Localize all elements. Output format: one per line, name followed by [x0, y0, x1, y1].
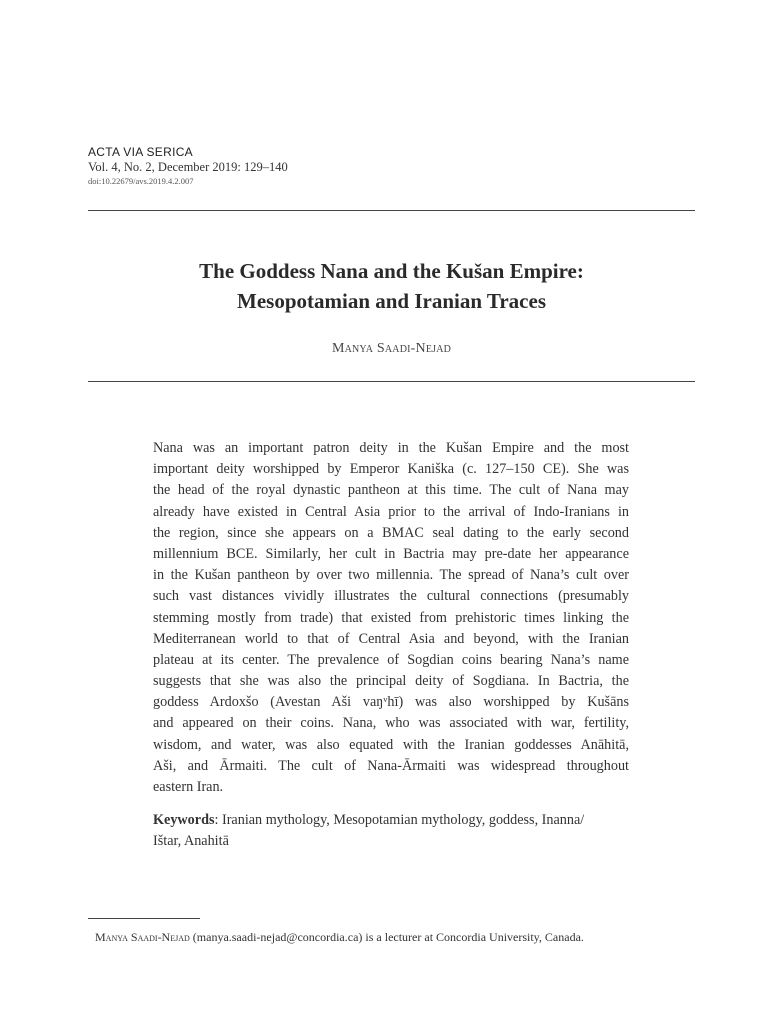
abstract-line: wisdom, and water, was also equated with the Iranian goddesses Anāhitā,: [153, 736, 629, 753]
header-rule: [88, 210, 695, 211]
footnote-author: Manya Saadi-Nejad: [95, 930, 190, 944]
keywords-line-1: [153, 810, 629, 831]
footnote-rule: [88, 918, 200, 919]
abstract-line: important deity worshipped by Emperor Kaniška (c. 127–150 CE). She was: [153, 461, 629, 478]
abstract-line: eastern Iran.: [153, 779, 224, 795]
abstract-line: the region, since she appears on a BMAC seal dating to the early second: [153, 524, 629, 541]
article-title-line-1: The Goddess Nana and the Kušan Empire:: [199, 259, 584, 283]
abstract-line: stemming mostly from trade) that existed from prehistoric times linking the: [153, 609, 629, 626]
footnote-text: (manya.saadi-nejad@concordia.ca) is a lecturer at Concordia University, Canada.: [189, 930, 584, 944]
abstract-line: the head of the royal dynastic pantheon at this time. The cult of Nana may: [153, 482, 629, 499]
journal-name: ACTA VIA SERICA: [88, 145, 193, 159]
abstract-line: Nana was an important patron deity in the Kušan Empire and the most: [153, 440, 629, 456]
abstract: [153, 438, 629, 798]
title-rule: [88, 381, 695, 382]
abstract-line: Mediterranean world to that of Central Asia and beyond, with the Iranian: [153, 630, 629, 647]
author-name: Manya Saadi-Nejad: [331, 341, 452, 356]
keywords-label: Keywords: [153, 812, 215, 828]
abstract-line: in the Kušan pantheon by over two millennia. The spread of Nana’s cult over: [153, 567, 629, 584]
abstract-line: Aši, and Ārmaiti. The cult of Nana-Ārmaiti was widespread throughout: [153, 757, 629, 774]
abstract-line: already have existed in Central Asia prior to the arrival of Indo-Iranians in: [153, 503, 629, 520]
keywords-line-2: Ištar, Anahitā: [153, 833, 229, 850]
keywords: [153, 810, 629, 852]
abstract-line: millennium BCE. Similarly, her cult in Bactria may pre-date her appearance: [153, 545, 629, 562]
abstract-line: goddess Ardoxšo (Avestan Aši vaŋᵛhī) was also worshipped by Kušāns: [153, 694, 629, 711]
doi[interactable]: doi:10.22679/avs.2019.4.2.007: [88, 176, 194, 186]
abstract-line: plateau at its center. The prevalence of Sogdian coins bearing Nana’s name: [153, 651, 629, 668]
footnote: [95, 930, 584, 945]
abstract-line: and appeared on their coins. Nana, who was associated with war, fertility,: [153, 715, 629, 732]
abstract-line: suggests that she was also the principal deity of Sogdiana. In Bactria, the: [153, 673, 629, 690]
keywords-list: : Iranian mythology, Mesopotamian mythology, goddess, Inanna/: [214, 812, 585, 828]
volume-info: Vol. 4, No. 2, December 2019: 129–140: [88, 160, 288, 174]
abstract-line: such vast distances vividly illustrates the cultural connections (presumably: [153, 588, 629, 605]
article-title-line-2: Mesopotamian and Iranian Traces: [237, 289, 546, 313]
